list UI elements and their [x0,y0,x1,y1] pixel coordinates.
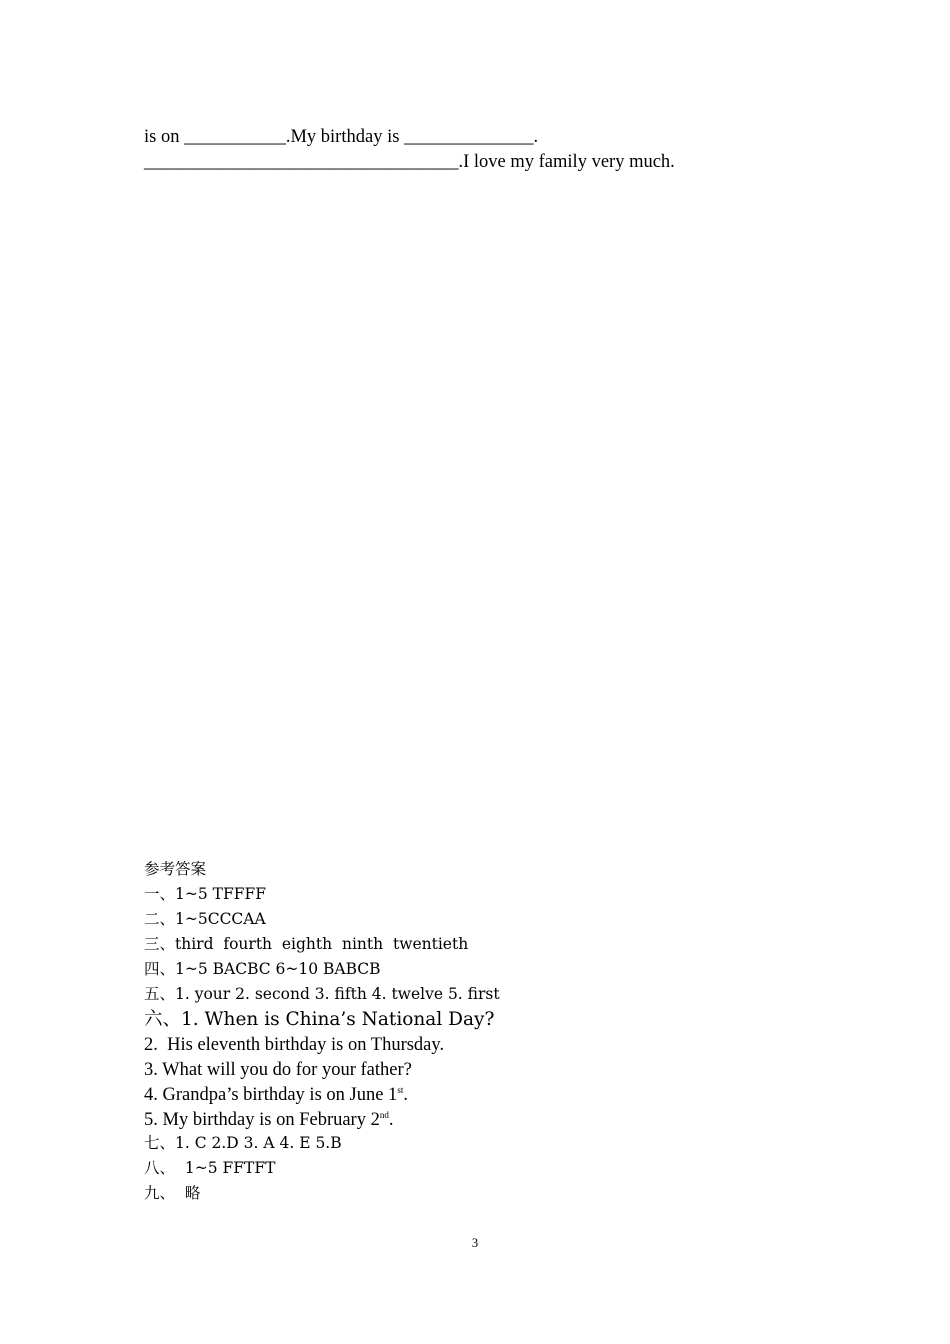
answer-section-6-item-3: 3. What will you do for your father? [144,1060,412,1080]
answer-section-4: 四、1~5 BACBC 6~10 BABCB [144,960,381,978]
item-5-text: 5. My birthday is on February 2 [144,1110,380,1130]
answer-section-1: 一、1~5 TFFFF [144,885,266,903]
fill-in-line-1: is on ___________.My birthday is ______________. [144,127,539,147]
answer-section-5: 五、1. your 2. second 3. fifth 4. twelve 5. first [144,985,500,1003]
answer-section-8: 八、 1~5 FFTFT [144,1159,276,1177]
answer-section-6-item-5 [144,1111,393,1130]
item-5-period: . [388,1110,394,1130]
answer-section-6-item-1: 六、1. When is China’s National Day? [144,1009,495,1030]
answer-section-3: 三、third fourth eighth ninth twentieth [144,935,469,953]
fill-in-line-2: __________________________________.I love my family very much. [144,152,675,172]
answer-section-6-item-2: 2. His eleventh birthday is on Thursday. [144,1035,445,1055]
item-4-period: . [403,1085,408,1105]
page-number: 3 [471,1236,479,1250]
answer-section-6-item-4 [144,1086,408,1105]
answer-section-7: 七、1. C 2.D 3. A 4. E 5.B [144,1134,342,1152]
item-4-text: 4. Grandpa’s birthday is on June 1 [144,1085,398,1105]
answer-section-9: 九、 略 [144,1184,201,1202]
item-4-ordinal-suffix: st [397,1085,404,1095]
answer-section-2: 二、1~5CCCAA [144,910,266,928]
item-5-ordinal-suffix: nd [379,1110,389,1120]
answers-heading: 参考答案 [144,860,207,878]
